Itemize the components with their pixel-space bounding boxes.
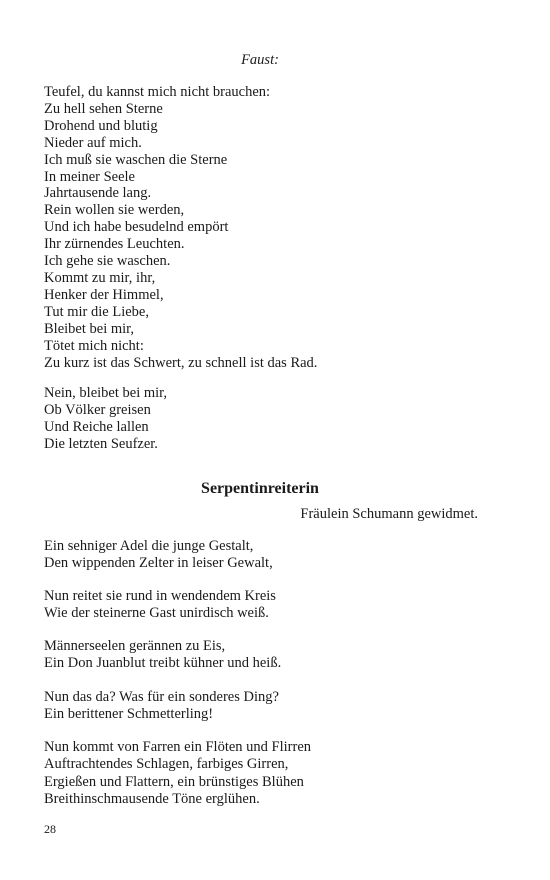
verse-line: Ich gehe sie waschen.	[44, 253, 171, 270]
verse-line: Nieder auf mich.	[44, 134, 142, 151]
verse-line: Nun kommt von Farren ein Flöten und Flirren	[44, 739, 312, 755]
poem-dedication: Fräulein Schumann gewidmet.	[300, 506, 478, 522]
poem-stanza-1	[44, 538, 273, 573]
poem-title: Serpentinreiterin	[201, 480, 319, 497]
verse-line: Ergießen und Flattern, ein brünstiges Blühen	[44, 773, 304, 790]
verse-line: Ein berittener Schmetterling!	[44, 706, 214, 723]
verse-line: Ein sehniger Adel die junge Gestalt,	[44, 538, 254, 554]
verse-line: Und Reiche lallen	[44, 418, 149, 435]
verse-line: Ob Völker greisen	[44, 401, 151, 418]
speaker-label: Faust:	[241, 52, 279, 68]
faust-stanza-2	[44, 385, 167, 453]
verse-line: Tötet mich nicht:	[44, 337, 144, 354]
poem-stanza-5	[44, 739, 311, 809]
verse-line: Die letzten Seufzer.	[44, 435, 158, 452]
page-number: 28	[44, 822, 56, 836]
verse-line: Ein Don Juanblut treibt kühner und heiß.	[44, 655, 282, 672]
verse-line: Nun das da? Was für ein sonderes Ding?	[44, 689, 279, 705]
poem-stanza-4	[44, 689, 279, 724]
poem-stanza-3	[44, 638, 281, 673]
faust-stanza-1	[44, 84, 317, 371]
verse-line: Nein, bleibet bei mir,	[44, 385, 168, 401]
verse-line: Bleibet bei mir,	[44, 320, 135, 337]
verse-line: Wie der steinerne Gast unirdisch weiß.	[44, 605, 269, 622]
verse-line: Teufel, du kannst mich nicht brauchen:	[44, 84, 271, 100]
verse-line: Tut mir die Liebe,	[44, 303, 149, 320]
verse-line: Kommt zu mir, ihr,	[44, 269, 156, 286]
verse-line: Nun reitet sie rund in wendendem Kreis	[44, 588, 276, 604]
verse-line: Jahrtausende lang.	[44, 185, 152, 202]
verse-line: Auftrachtendes Schlagen, farbiges Girren,	[44, 756, 289, 773]
verse-line: Henker der Himmel,	[44, 286, 164, 303]
verse-line: Zu kurz ist das Schwert, zu schnell ist das Rad.	[44, 354, 318, 371]
poem-stanza-2	[44, 588, 276, 623]
verse-line: In meiner Seele	[44, 168, 135, 185]
verse-line: Den wippenden Zelter in leiser Gewalt,	[44, 555, 273, 572]
verse-line: Männerseelen gerännen zu Eis,	[44, 638, 226, 654]
verse-line: Ihr zürnendes Leuchten.	[44, 236, 185, 253]
verse-line: Drohend und blutig	[44, 117, 158, 134]
verse-line: Und ich habe besudelnd empört	[44, 219, 229, 236]
verse-line: Breithinschmausende Töne erglühen.	[44, 791, 260, 808]
verse-line: Ich muß sie waschen die Sterne	[44, 151, 228, 168]
verse-line: Zu hell sehen Sterne	[44, 100, 163, 117]
verse-line: Rein wollen sie werden,	[44, 202, 185, 219]
